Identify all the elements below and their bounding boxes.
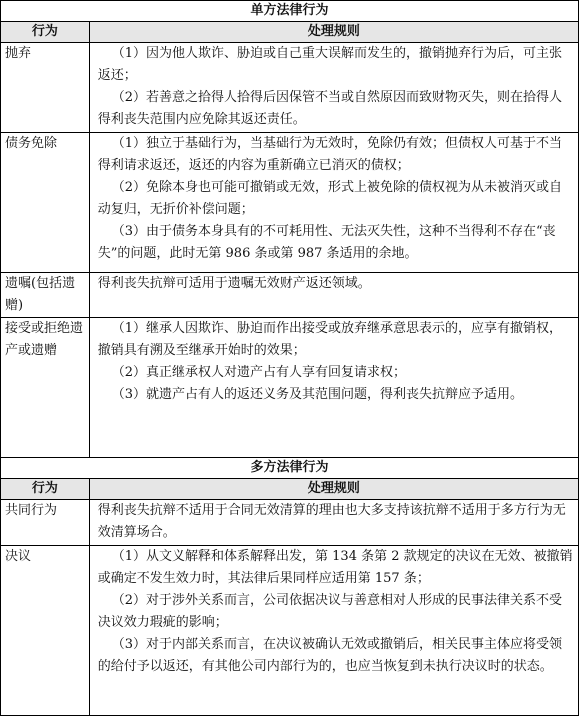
- multilateral-col-act: 行为: [1, 479, 90, 500]
- act-label: 抛弃: [1, 43, 90, 133]
- table-row: [1, 273, 579, 318]
- unilateral-col-rule: 处理规则: [89, 22, 578, 43]
- rule-cell: [89, 273, 578, 318]
- multilateral-col-rule: 处理规则: [89, 479, 578, 500]
- rule-text: （1）因为他人欺诈、胁迫或自己重大误解而发生的，撤销抛弃行为后，可主张返还；: [97, 46, 563, 83]
- rule-text: （2）真正继承权人对遗产占有人享有回复请求权；: [111, 365, 407, 380]
- rule-text: （3）就遗产占有人的返还义务及其范围问题，得利丧失抗辩应予适用。: [111, 387, 524, 402]
- unilateral-section-header: [1, 1, 579, 22]
- rule-cell: [89, 318, 578, 458]
- unilateral-title: 单方法律行为: [1, 1, 579, 22]
- unilateral-col-act: 行为: [1, 22, 90, 43]
- rule-text: 得利丧失抗辩不适用于合同无效清算的理由也大多支持该抗辩不适用于多方行为无效清算场合。: [97, 503, 566, 540]
- rule-text: （3）对于内部关系而言，在决议被确认无效或撤销后，相关民事主体应将受领的给付予以返还，有其他公司内部行为的，也应当恢复到未执行决议时的状态。: [97, 637, 563, 674]
- rule-cell: [89, 546, 578, 716]
- act-label: 债务免除: [1, 133, 90, 273]
- act-label: 接受或拒绝遗产或遗赠: [1, 318, 90, 458]
- rule-cell: [89, 43, 578, 133]
- act-label: 共同行为: [1, 500, 90, 546]
- unilateral-column-header: [1, 22, 579, 43]
- table-row: [1, 43, 579, 133]
- table-row: [1, 318, 579, 458]
- rule-text: （2）对于涉外关系而言，公司依据决议与善意相对人形成的民事法律关系不受决议效力瑕疵的影响；: [97, 593, 563, 630]
- table-row: [1, 133, 579, 273]
- rule-text: （1）独立于基础行为，当基础行为无效时，免除仍有效；但债权人可基于不当得利请求返还，返还的内容为重新确立已消灭的债权；: [97, 136, 563, 173]
- rule-cell: [89, 500, 578, 546]
- multilateral-section-header: [1, 458, 579, 479]
- rule-text: （3）由于债务本身具有的不可耗用性、无法灭失性，这种不当得利不存在“丧失”的问题，此时无第 986 条或第 987 条适用的余地。: [97, 224, 556, 261]
- table-row: [1, 546, 579, 716]
- rule-text: （2）若善意之拾得人拾得后因保管不当或自然原因而致财物灭失，则在拾得人得利丧失范围内应免除其返还责任。: [97, 90, 563, 127]
- rule-text: （2）免除本身也可能可撤销或无效，形式上被免除的债权视为从未被消灭或自动复归，无折价补偿问题；: [97, 180, 563, 217]
- multilateral-title: 多方法律行为: [1, 458, 579, 479]
- multilateral-column-header: [1, 479, 579, 500]
- act-label: 遗嘱(包括遗赠): [1, 273, 90, 318]
- act-label: 决议: [1, 546, 90, 716]
- rule-cell: [89, 133, 578, 273]
- rule-text: 得利丧失抗辩可适用于遗嘱无效财产返还领域。: [97, 276, 371, 291]
- table-row: [1, 500, 579, 546]
- rule-text: （1）从文义解释和体系解释出发，第 134 条第 2 款规定的决议在无效、被撤销或确定不发生效力时，其法律后果同样应适用第 157 条；: [97, 549, 573, 586]
- rule-text: （1）继承人因欺诈、胁迫而作出接受或放弃继承意思表示的，应享有撤销权，撤销具有溯及至继承开始时的效果；: [97, 321, 563, 358]
